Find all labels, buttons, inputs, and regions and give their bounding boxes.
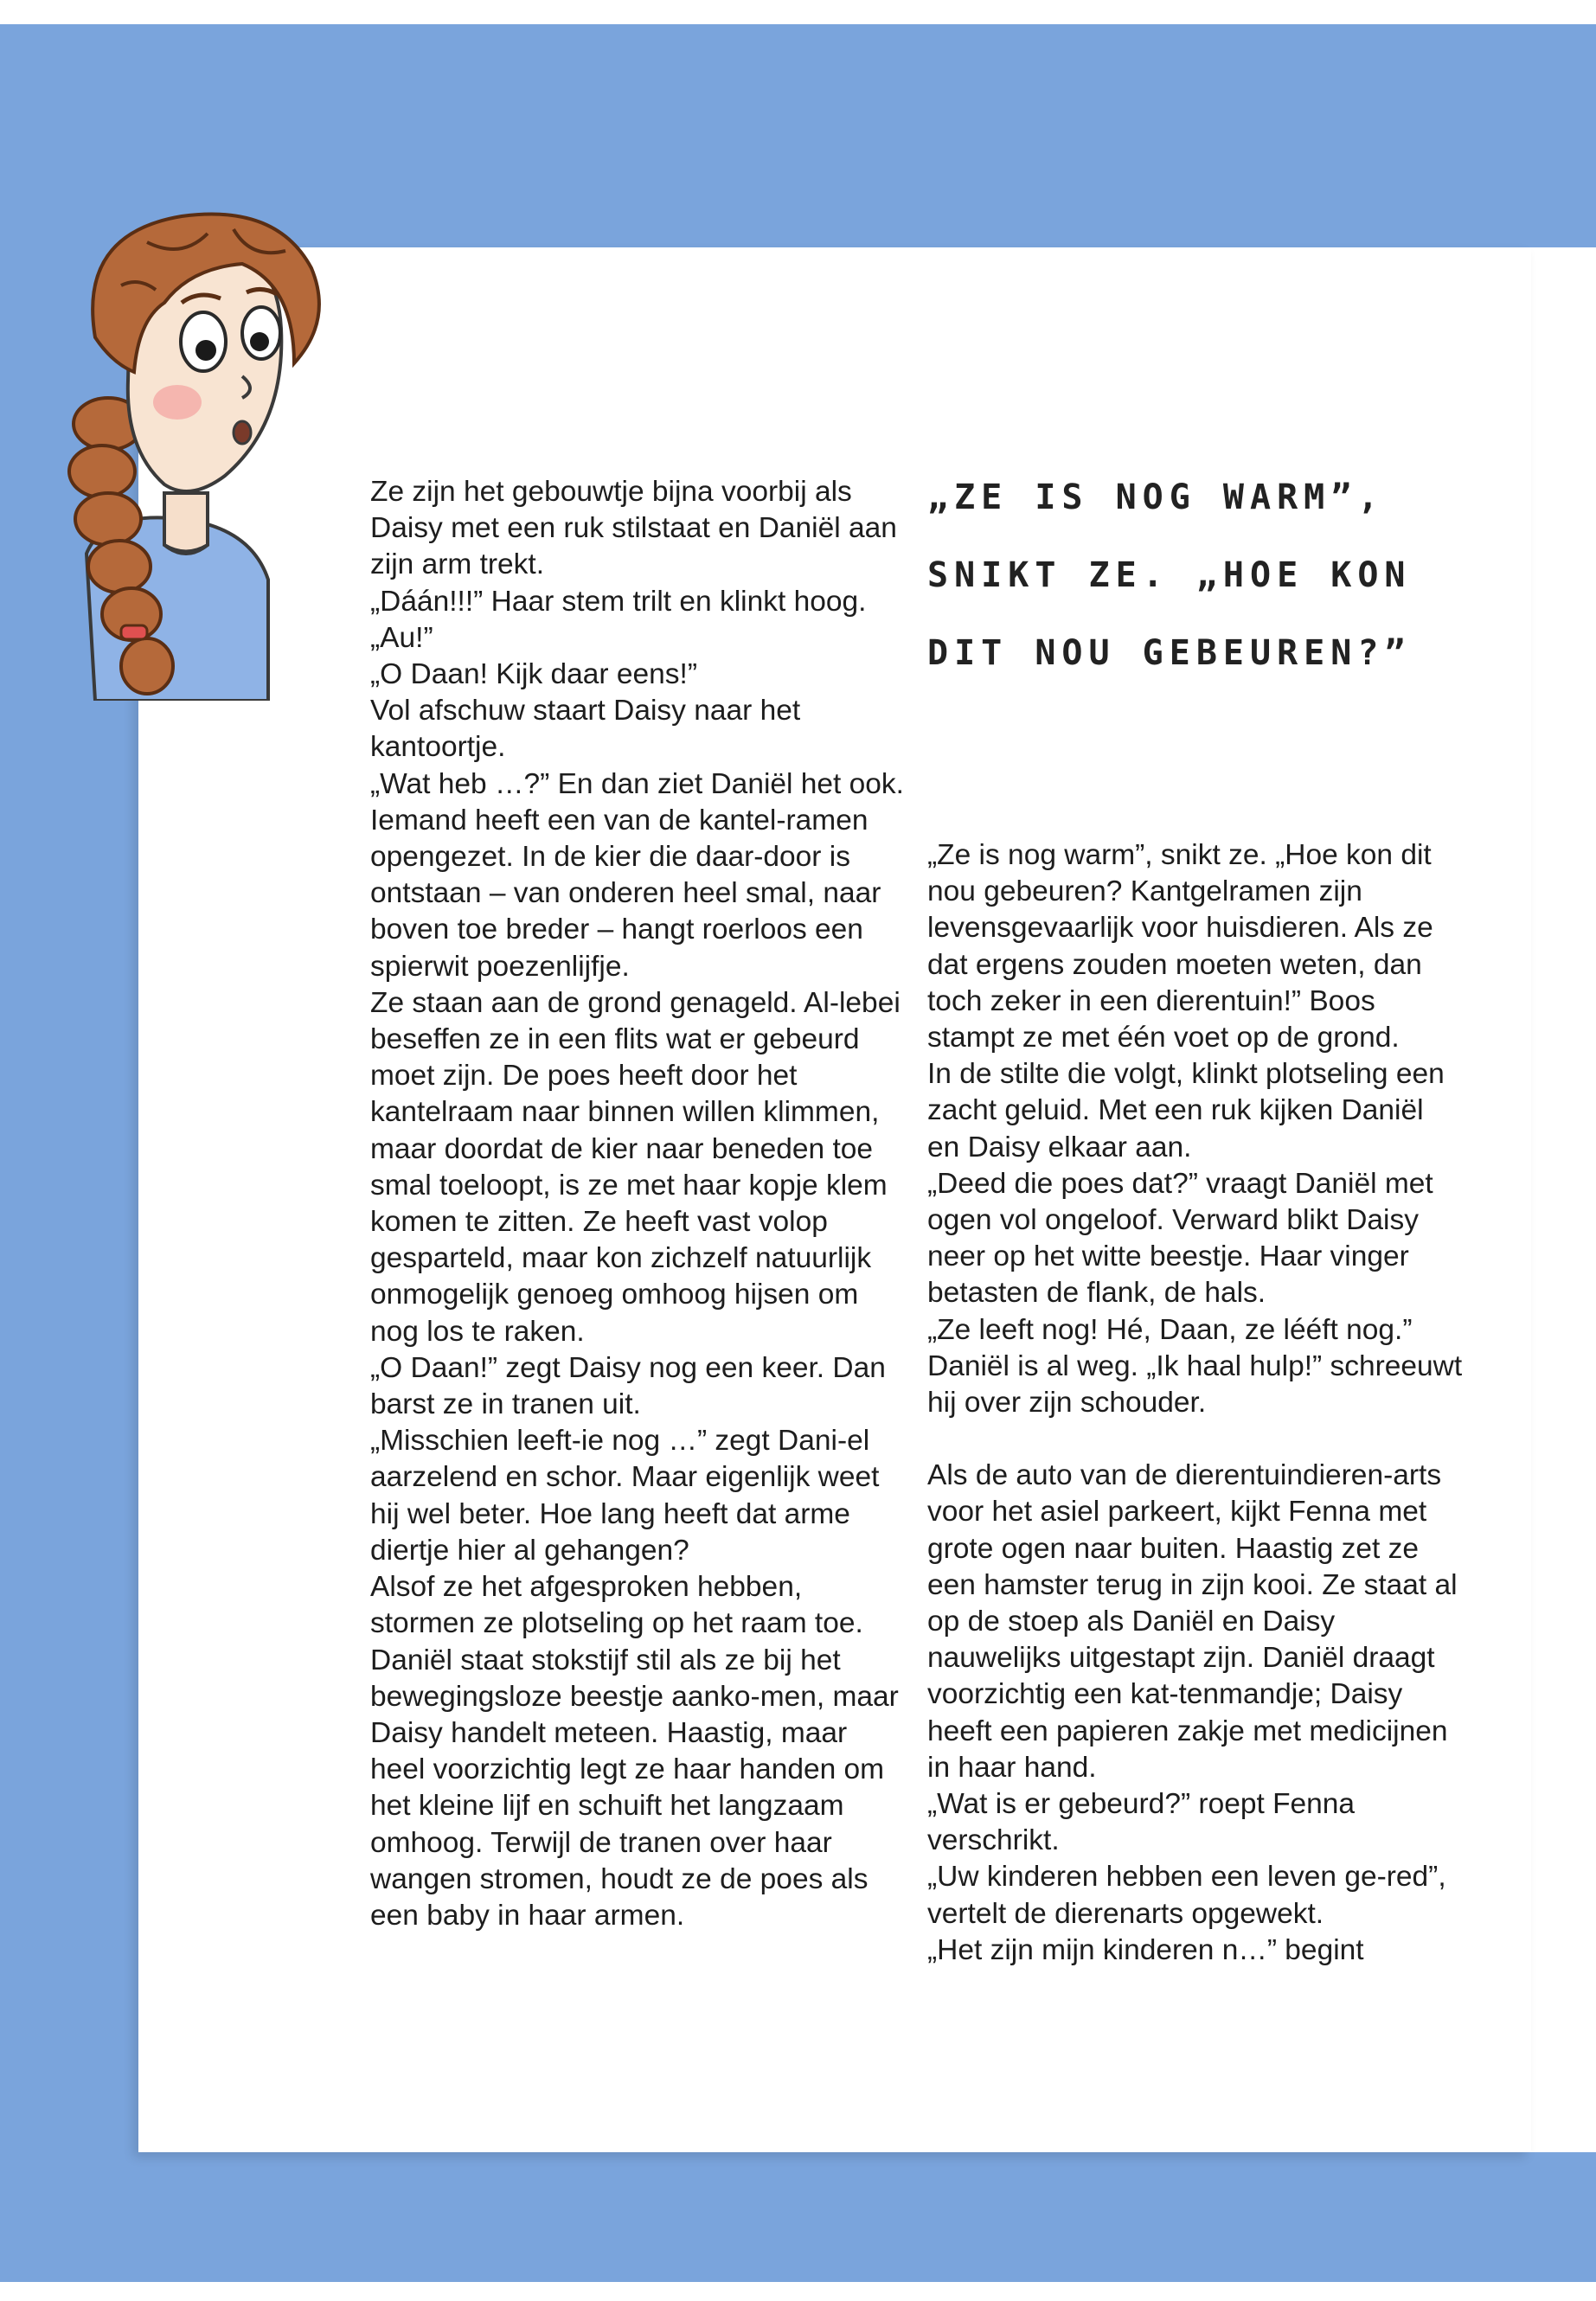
paragraph: „Dáán!!!” Haar stem trilt en klinkt hoog. (370, 585, 867, 618)
paragraph: Ze staan aan de grond genageld. Al-lebei beseffen ze in een flits wat er gebeurd moet zijn. De poes heeft door het kantelraam naar binnen willen klimmen, maar doordat de kier naar beneden toe smal toeloopt, is ze met haar kopje klem komen te zitten. Ze heeft vast volop gesparteld, maar kon zichzelf natuurlijk onmogelijk genoeg omhoog hijsen om nog los te raken. (370, 986, 901, 1348)
paragraph: Vol afschuw staart Daisy naar het kantoortje. (370, 695, 801, 764)
paragraph: „Het zijn mijn kinderen n…” begint (927, 1933, 1364, 1966)
paragraph: „Misschien leeft-ie nog …” zegt Dani-el aarzelend en schor. Maar eigenlijk weet hij wel beter. Hoe lang heeft dat arme diertje hier al gehangen? (370, 1425, 880, 1567)
paragraph: „Ze leeft nog! Hé, Daan, ze lééft nog.” Daniël is al weg. „Ik haal hulp!” schreeuwt hij over zijn schouder. (927, 1313, 1463, 1420)
paragraph: „O Daan!” zegt Daisy nog een keer. Dan barst ze in tranen uit. (370, 1351, 886, 1421)
paragraph: „Deed die poes dat?” vraagt Daniël met ogen vol ongeloof. Verward blikt Daisy neer op het witte beestje. Haar vinger betasten de flank, de hals. (927, 1167, 1433, 1310)
paragraph: Als de auto van de dierentuindieren-arts voor het asiel parkeert, kijkt Fenna met grote ogen naar buiten. Haastig zet ze een hamster terug in zijn kooi. Ze staat al op de stoep als Daniël en Daisy nauwelijks uitgestapt zijn. Daniël draagt voorzichtig een kat-tenmandje; Daisy heeft een papieren zakje met medicijnen in haar hand. (927, 1459, 1458, 1784)
pull-quote: „ZE IS NOG WARM”, SNIKT ZE. „HOE KON DIT NOU GEBEUREN?” (927, 478, 1412, 673)
paragraph: „Ze is nog warm”, snikt ze. „Hoe kon dit nou gebeuren? Kantgelramen zijn levensgevaarlijk voor huisdieren. Als ze dat ergens zouden moeten weten, dan toch zeker in een dierentuin!” Boos stampt ze met één voet op de grond. (927, 839, 1433, 1054)
right-text-column (927, 837, 1464, 1969)
bottom-frame-band (0, 2152, 1596, 2282)
paragraph: Ze zijn het gebouwtje bijna voorbij als Daisy met een ruk stilstaat en Daniël aan zijn arm trekt. (370, 476, 897, 581)
paragraph: „Wat heb …?” En dan ziet Daniël het ook. Iemand heeft een van de kantel-ramen opengezet. In de kier die daar-door is ontstaan – van onderen heel smal, naar boven toe breder – hangt roerloos een spierwit poezenlijfje. (370, 767, 904, 983)
left-text-column (370, 474, 907, 1934)
girl-with-braid-icon (35, 182, 346, 701)
paragraph: Alsof ze het afgesproken hebben, stormen ze plotseling op het raam toe. Daniël staat stokstijf stil als ze bij het bewegingsloze beestje aanko-men, maar Daisy handelt meteen. Haastig, maar heel voorzichtig legt ze haar handen om het kleine lijf en schuift het langzaam omhoog. Terwijl de tranen over haar wangen stromen, houdt ze de poes als een baby in haar armen. (370, 1571, 899, 1932)
paragraph: „Uw kinderen hebben een leven ge-red”, vertelt de dierenarts opgewekt. (927, 1861, 1446, 1930)
paragraph: „O Daan! Kijk daar eens!” (370, 658, 697, 691)
paragraph: „Wat is er gebeurd?” roept Fenna verschrikt. (927, 1788, 1356, 1857)
paragraph: „Au!” (370, 621, 433, 654)
paragraph: In de stilte die volgt, klinkt plotseling een zacht geluid. Met een ruk kijken Daniël en Daisy elkaar aan. (927, 1058, 1445, 1163)
